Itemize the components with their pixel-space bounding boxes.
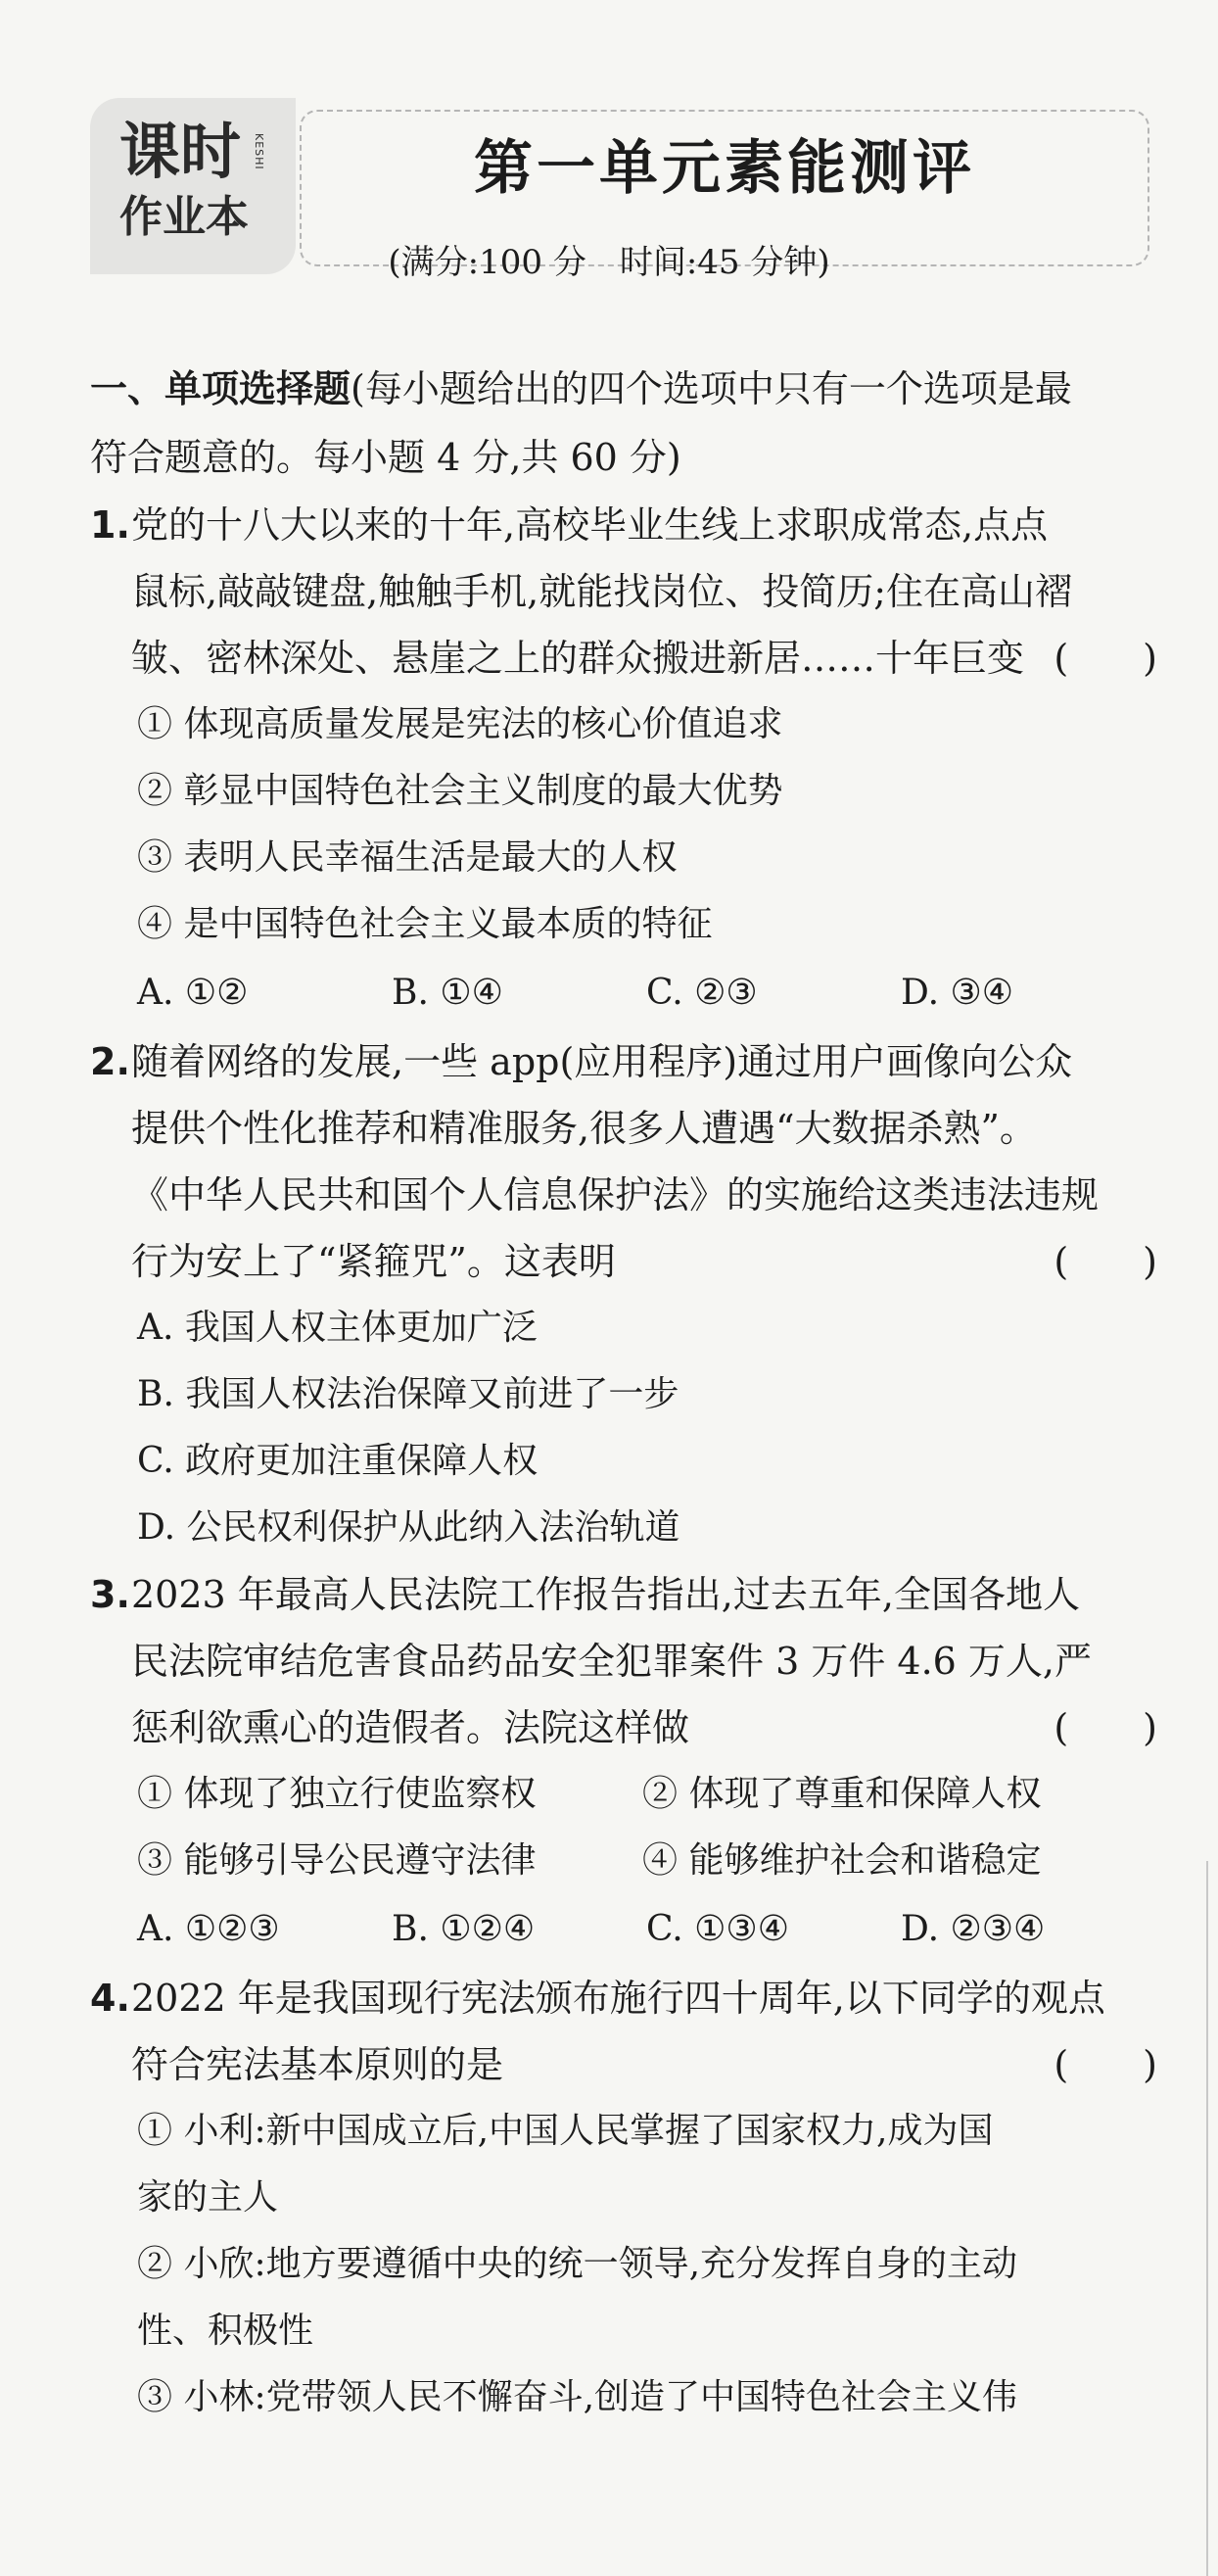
question-1 (90, 492, 1157, 1028)
choice-c[interactable]: C. ②③ (646, 973, 758, 1013)
question-stem-last-line (131, 625, 1157, 692)
section-heading (90, 355, 1157, 423)
section-heading-label: 一、单项选择题 (90, 367, 351, 410)
choice-b[interactable]: B. ①④ (392, 973, 503, 1013)
question-stem-line: 符合宪法基本原则的是 (131, 2043, 504, 2086)
question-3 (90, 1561, 1157, 1965)
question-stem-last-line (131, 1694, 1157, 1761)
question-number: 2. (90, 1040, 130, 1083)
choice-c[interactable]: C. 政府更加注重保障人权 (137, 1441, 539, 1481)
choice-d[interactable]: D. 公民权利保护从此纳入法治轨道 (137, 1507, 680, 1548)
choice-a[interactable]: A. 我国人权主体更加广泛 (137, 1308, 538, 1348)
section-heading-note-2: 符合题意的。每小题 4 分,共 60 分) (90, 436, 681, 479)
choice-row (131, 1894, 1157, 1965)
question-stem-last-line (131, 1228, 1157, 1295)
logo-text-zuoyeben: 作业本 (119, 192, 249, 242)
statement-item: ③ 小林:党带领人民不懈奋斗,创造了中国特色社会主义伟 (137, 2377, 1018, 2417)
statement-item: ① 体现高质量发展是宪法的核心价值追求 (137, 704, 783, 744)
statement-item: ② 彰显中国特色社会主义制度的最大优势 (137, 771, 783, 811)
question-number: 1. (90, 503, 130, 547)
page-title: 第一单元素能测评 (474, 134, 975, 203)
question-list (90, 355, 1157, 2431)
section-heading-note-1: (每小题给出的四个选项中只有一个选项是最 (351, 367, 1072, 410)
choice-row (131, 958, 1157, 1028)
logo-text-pinyin: KESHI (253, 133, 265, 170)
question-stem-line: 鼠标,敲敲键盘,触触手机,就能找岗位、投简历;住在高山褶 (131, 570, 1073, 613)
answer-bracket[interactable]: ( ) (1054, 1240, 1157, 1283)
question-stem-line: 皱、密林深处、悬崖之上的群众搬进新居……十年巨变 (131, 637, 1025, 680)
answer-bracket[interactable]: ( ) (1054, 1706, 1157, 1749)
statement-item: ② 小欣:地方要遵循中央的统一领导,充分发挥自身的主动 (137, 2244, 1018, 2284)
question-number: 3. (90, 1573, 130, 1616)
question-stem-line: 提供个性化推荐和精准服务,很多人遭遇“大数据杀熟”。 (131, 1107, 1037, 1150)
question-4 (90, 1965, 1157, 2431)
question-stem-line: 2023 年最高人民法院工作报告指出,过去五年,全国各地人 (131, 1573, 1080, 1616)
question-stem-line: 随着网络的发展,一些 app(应用程序)通过用户画像向公众 (131, 1040, 1073, 1083)
statement-item: ③ 能够引导公民遵守法律 (137, 1840, 537, 1881)
statement-row (131, 1828, 1157, 1894)
statement-item: ④ 能够维护社会和谐稳定 (642, 1840, 1042, 1881)
logo-text-keshi: 课时 (119, 116, 242, 187)
question-stem-line: 2022 年是我国现行宪法颁布施行四十周年,以下同学的观点 (131, 1977, 1105, 2020)
statement-item-continued: 家的主人 (137, 2177, 279, 2218)
question-stem-line: 行为安上了“紧箍咒”。这表明 (131, 1240, 616, 1283)
question-stem-line: 《中华人民共和国个人信息保护法》的实施给这类违法违规 (131, 1173, 1100, 1216)
choice-d[interactable]: D. ③④ (901, 973, 1014, 1013)
question-number: 4. (90, 1977, 130, 2020)
statement-item: ① 体现了独立行使监察权 (137, 1774, 537, 1814)
statement-row (131, 1761, 1157, 1828)
choice-c[interactable]: C. ①③④ (646, 1909, 789, 1949)
question-stem-last-line (131, 2031, 1157, 2098)
choice-d[interactable]: D. ②③④ (901, 1909, 1046, 1949)
question-stem-line: 惩利欲熏心的造假者。法院这样做 (131, 1706, 690, 1749)
page-edge-line (1206, 1861, 1208, 2576)
answer-bracket[interactable]: ( ) (1054, 2043, 1157, 2086)
statement-item-continued: 性、积极性 (137, 2311, 314, 2351)
question-stem-line: 民法院审结危害食品药品安全犯罪案件 3 万件 4.6 万人,严 (131, 1640, 1093, 1683)
statement-item: ② 体现了尊重和保障人权 (642, 1774, 1042, 1814)
choice-b[interactable]: B. 我国人权法治保障又前进了一步 (137, 1374, 679, 1414)
statement-item: ① 小利:新中国成立后,中国人民掌握了国家权力,成为国 (137, 2111, 994, 2151)
question-2 (90, 1028, 1157, 1561)
question-stem-line: 党的十八大以来的十年,高校毕业生线上求职成常态,点点 (131, 503, 1049, 547)
answer-bracket[interactable]: ( ) (1054, 637, 1157, 680)
choice-a[interactable]: A. ①②③ (137, 1909, 280, 1949)
exam-info: (满分:100 分 时间:45 分钟) (388, 243, 830, 282)
choice-a[interactable]: A. ①② (137, 973, 249, 1013)
choice-b[interactable]: B. ①②④ (392, 1909, 536, 1949)
statement-item: ④ 是中国特色社会主义最本质的特征 (137, 904, 713, 944)
statement-item: ③ 表明人民幸福生活是最大的人权 (137, 837, 678, 878)
